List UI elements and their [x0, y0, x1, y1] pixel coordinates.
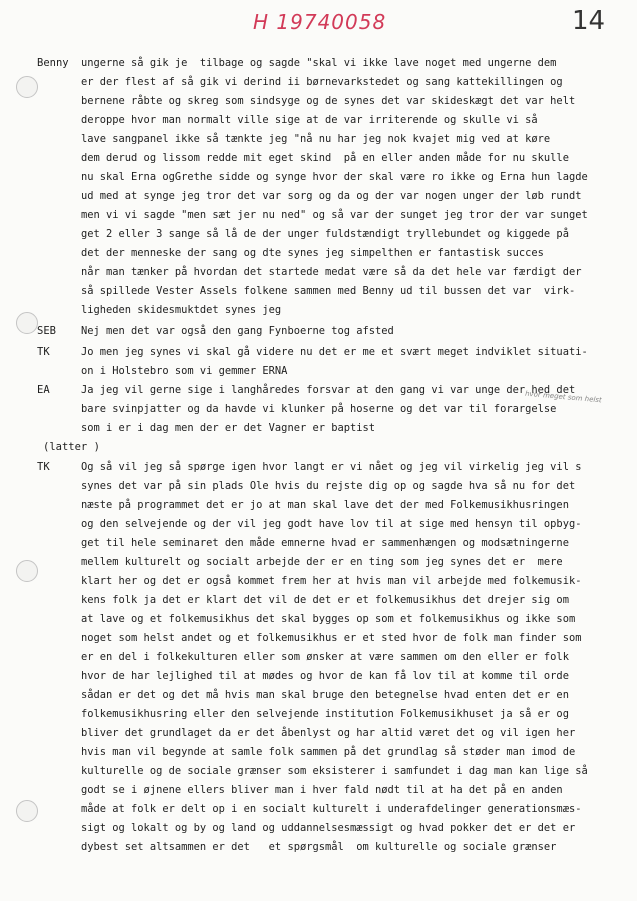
- speaker-label: TK: [37, 346, 50, 358]
- transcript-line: så spillede Vester Assels folkene sammen med Benny ud til bussen det var virk-: [81, 285, 576, 297]
- transcript-line: get til hele seminaret den måde emnerne hvad er sammenhængen og modsætningerne: [81, 537, 569, 549]
- punch-hole-icon: [16, 76, 38, 98]
- archive-id-handwritten: H 19740058: [253, 10, 387, 34]
- transcript-line: kens folk ja det er klart det vil de det er et folkemusikhus det drejer sig om: [81, 594, 569, 606]
- transcript-line: folkemusikhusring eller den selvejende institution Folkemusikhuset ja så er og: [81, 708, 569, 720]
- transcript-line: bernene råbte og skreg som sindsyge og de synes det var skideskægt det var helt: [81, 95, 576, 107]
- transcript-line: måde at folk er delt op i en socialt kulturelt i underafdelinger generationsmæs-: [81, 803, 582, 815]
- transcript-line: er en del i folkekulturen eller som ønsker at være sammen om den eller er folk: [81, 651, 569, 663]
- transcript-line: kulturelle og de sociale grænser som eksisterer i samfundet i dag man kan lige så: [81, 765, 588, 777]
- transcript-line: Ja jeg vil gerne sige i langhåredes forsvar at den gang vi var unge der hed det: [81, 384, 576, 396]
- transcript-line: hvor de har lejlighed til at mødes og hvor de kan få lov til at komme til orde: [81, 670, 569, 682]
- transcript-line: Nej men det var også den gang Fynboerne tog afsted: [81, 325, 394, 337]
- transcript-line: sigt og lokalt og by og land og uddannelsesmæssigt og hvad pokker det er det er: [81, 822, 576, 834]
- punch-hole-icon: [16, 800, 38, 822]
- transcript-line: når man tænker på hvordan det startede medat være så da det hele var færdigt der: [81, 266, 582, 278]
- transcript-line: godt se i øjnene ellers bliver man i hver fald nødt til at ha det på en anden: [81, 784, 563, 796]
- transcript-line: næste på programmet det er jo at man skal lave det der med Folkemusikhusringen: [81, 499, 569, 511]
- speaker-label: TK: [37, 461, 50, 473]
- page-number: 14: [572, 6, 606, 36]
- transcript-line: lave sangpanel ikke så tænkte jeg "nå nu har jeg nok kvajet mig ved at køre: [81, 133, 551, 145]
- speaker-label: Benny: [37, 57, 69, 69]
- transcript-line: det der menneske der sang og dte synes jeg simpelthen er fantastisk succes: [81, 247, 544, 259]
- transcript-line: sådan er det og det må hvis man skal bruge den betegnelse hvad enten det er en: [81, 689, 569, 701]
- speaker-label: SEB: [37, 325, 56, 337]
- transcript-line: bare svinpjatter og da havde vi klunker på hoserne og det var til forargelse: [81, 403, 557, 415]
- transcript-line: ud med at synge jeg tror det var sorg og da og der var nogen unger der løb rundt: [81, 190, 582, 202]
- speaker-label: EA: [37, 384, 50, 396]
- transcript-line: get 2 eller 3 sange så lå de der unger fuldstændigt tryllebundet og kiggede på: [81, 228, 569, 240]
- transcript-line: on i Holstebro som vi gemmer ERNA: [81, 365, 288, 377]
- marginal-note: hvor meget som helst: [524, 389, 603, 405]
- transcript-line: men vi vi sagde "men sæt jer nu ned" og så var der sunget jeg tror der var sunget: [81, 209, 588, 221]
- punch-hole-icon: [16, 312, 38, 334]
- transcript-line: er der flest af så gik vi derind ii børnevarkstedet og sang kattekillingen og: [81, 76, 563, 88]
- transcript-line: som i er i dag men der er det Vagner er baptist: [81, 422, 376, 434]
- transcript-line: dybest set altsammen er det et spørgsmål om kulturelle og sociale grænser: [81, 841, 557, 853]
- transcript-line: og den selvejende og der vil jeg godt have lov til at sige med hensyn til opbyg-: [81, 518, 582, 530]
- transcript-line: ungerne så gik je tilbage og sagde "skal vi ikke lave noget med ungerne dem: [81, 57, 557, 69]
- transcript-line: synes det var på sin plads Ole hvis du rejste dig op og sagde hva så nu for det: [81, 480, 576, 492]
- transcript-line: hvis man vil begynde at samle folk sammen på det grundlag så støder man imod de: [81, 746, 576, 758]
- transcript-line: deroppe hvor man normalt ville sige at de var irriterende og skulle vi så: [81, 114, 538, 126]
- transcript-line: at lave og et folkemusikhus det skal bygges op som et folkemusikhus og ikke som: [81, 613, 576, 625]
- transcript-line: bliver det grundlaget da er det åbenlyst og har altid været det og vil igen her: [81, 727, 576, 739]
- transcript-line: klart her og det er også kommet frem her at hvis man vil arbejde med folkemusik-: [81, 575, 582, 587]
- transcript-line: ligheden skidesmuktdet synes jeg: [81, 304, 282, 316]
- transcript-line: nu skal Erna ogGrethe sidde og synge hvor der skal være ro ikke og Erna hun lagde: [81, 171, 588, 183]
- transcript-line: noget som helst andet og et folkemusikhus er et sted hvor de folk man finder som: [81, 632, 582, 644]
- stage-direction: (latter ): [43, 441, 100, 453]
- transcript-line: Og så vil jeg så spørge igen hvor langt er vi nået og jeg vil virkelig jeg vil s: [81, 461, 582, 473]
- transcript-line: dem derud og lissom redde mit eget skind på en eller anden måde for nu skulle: [81, 152, 569, 164]
- transcript-line: mellem kulturelt og socialt arbejde der er en ting som jeg synes det er mere: [81, 556, 563, 568]
- transcript-line: Jo men jeg synes vi skal gå videre nu det er me et svært meget indviklet situati-: [81, 346, 588, 358]
- punch-hole-icon: [16, 560, 38, 582]
